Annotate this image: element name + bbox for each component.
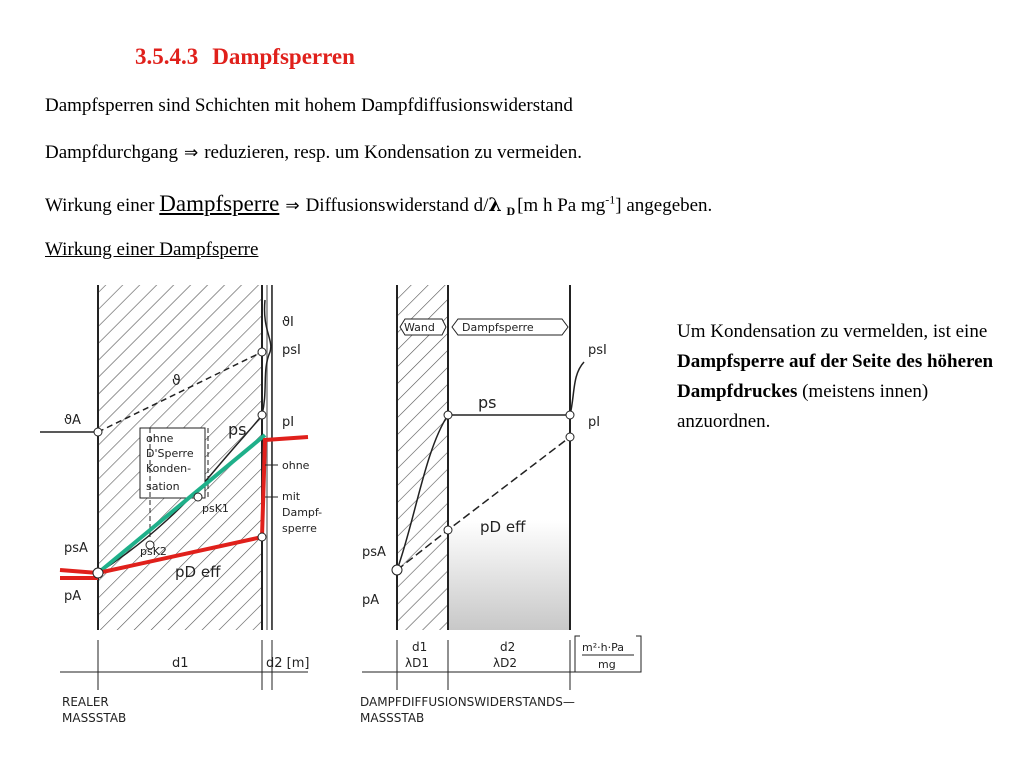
scale-line-1: REALER [62,695,109,709]
wall-layer [397,285,448,630]
label-pdeff: pD eff [480,518,526,536]
intro-line: Dampfsperren sind Schichten mit hohem Dampfdiffusionswiderstand [45,95,573,116]
unit-exponent: -1 [605,192,616,207]
section-number: 3.5.4.3 [135,44,199,69]
resistance-text: Diffusionswiderstand d/ [305,195,489,216]
resistance-scale-diagram [360,285,641,725]
scale-line-2: MASSSTAB [62,711,127,725]
point-barrier [444,526,452,534]
label-d1: d1 [412,640,428,654]
purpose-subject: Dampfdurchgang [45,142,178,163]
box-line-4: sation [146,480,180,493]
point-ps [444,411,452,419]
implies-arrow-icon: ⇒ [183,143,199,163]
label-pa: pA [362,593,380,608]
note-text: Um Kondensation zu vermelden, ist eine [677,321,988,342]
label-psk1: psK1 [202,502,229,515]
label-theta-i: ϑI [282,315,294,330]
resistance-prefix: Wirkung einer [45,195,155,216]
label-lambda-d2: λD2 [493,656,517,670]
subheading-link: Wirkung einer Dampfsperre [45,239,259,260]
unit-open: [m h Pa mg [517,195,606,216]
point-outer-temp [94,428,102,436]
unit-bracket-right [636,636,641,672]
point-outer-pressure [93,568,103,578]
label-dampf: Dampf- [282,506,323,519]
purpose-text: reduzieren, resp. um Kondensation zu vermeiden. [204,142,582,163]
label-mit: mit [282,490,301,503]
lambda-symbol: λ [488,194,502,216]
label-psi: psI [588,343,607,358]
resistance-term: Dampfsperre [159,191,280,216]
real-scale-diagram [40,285,322,725]
unit-numerator: m²·h·Pa [582,641,624,654]
point-inner-pressure [258,411,266,419]
label-psa: psA [362,545,386,560]
unit-denominator: mg [598,658,616,671]
label-pa: pA [64,589,82,604]
label-psi: psI [282,343,301,358]
point-pi [566,433,574,441]
point-ps-inner [566,411,574,419]
label-dampfsperre: Dampfsperre [462,321,534,334]
point-barrier [258,533,266,541]
label-psa: psA [64,541,88,556]
note-bold: Dampfsperre auf der Seite des höheren Dampfdruckes [677,351,994,402]
unit-close: ] angegeben. [615,195,713,216]
unit-bracket-left [575,636,580,672]
label-ps: ps [228,420,247,439]
point-psk1 [194,493,202,501]
box-line-2: D'Sperre [146,447,194,460]
box-line-1: ohne [146,432,174,445]
condensation-zone [448,520,570,630]
point-outer [392,565,402,575]
label-sperre: sperre [282,522,317,535]
label-wand: Wand [404,321,435,334]
label-d1: d1 [172,656,189,671]
label-pi: pI [588,415,601,430]
scale-line-1: DAMPFDIFFUSIONSWIDERSTANDS— [360,695,575,709]
label-lambda-d1: λD1 [405,656,429,670]
label-ps: ps [478,393,497,412]
label-ohne: ohne [282,459,310,472]
scale-line-2: MASSSTAB [360,711,425,725]
implies-arrow-icon: ⇒ [285,196,300,216]
label-d2: d2 [500,640,516,654]
section-title: Dampfsperren [212,44,355,69]
point-inner-temp [258,348,266,356]
label-theta-a: ϑA [64,413,81,428]
label-theta: ϑ [172,373,181,389]
label-psk2: psK2 [140,545,167,558]
lambda-subscript: D [506,204,516,218]
label-pi: pI [282,415,295,430]
box-line-3: Konden- [146,462,192,475]
note-tail: (meistens innen) anzuordnen. [677,381,929,432]
label-d2: d2 [m] [266,656,310,671]
label-pdeff: pD eff [175,563,221,581]
